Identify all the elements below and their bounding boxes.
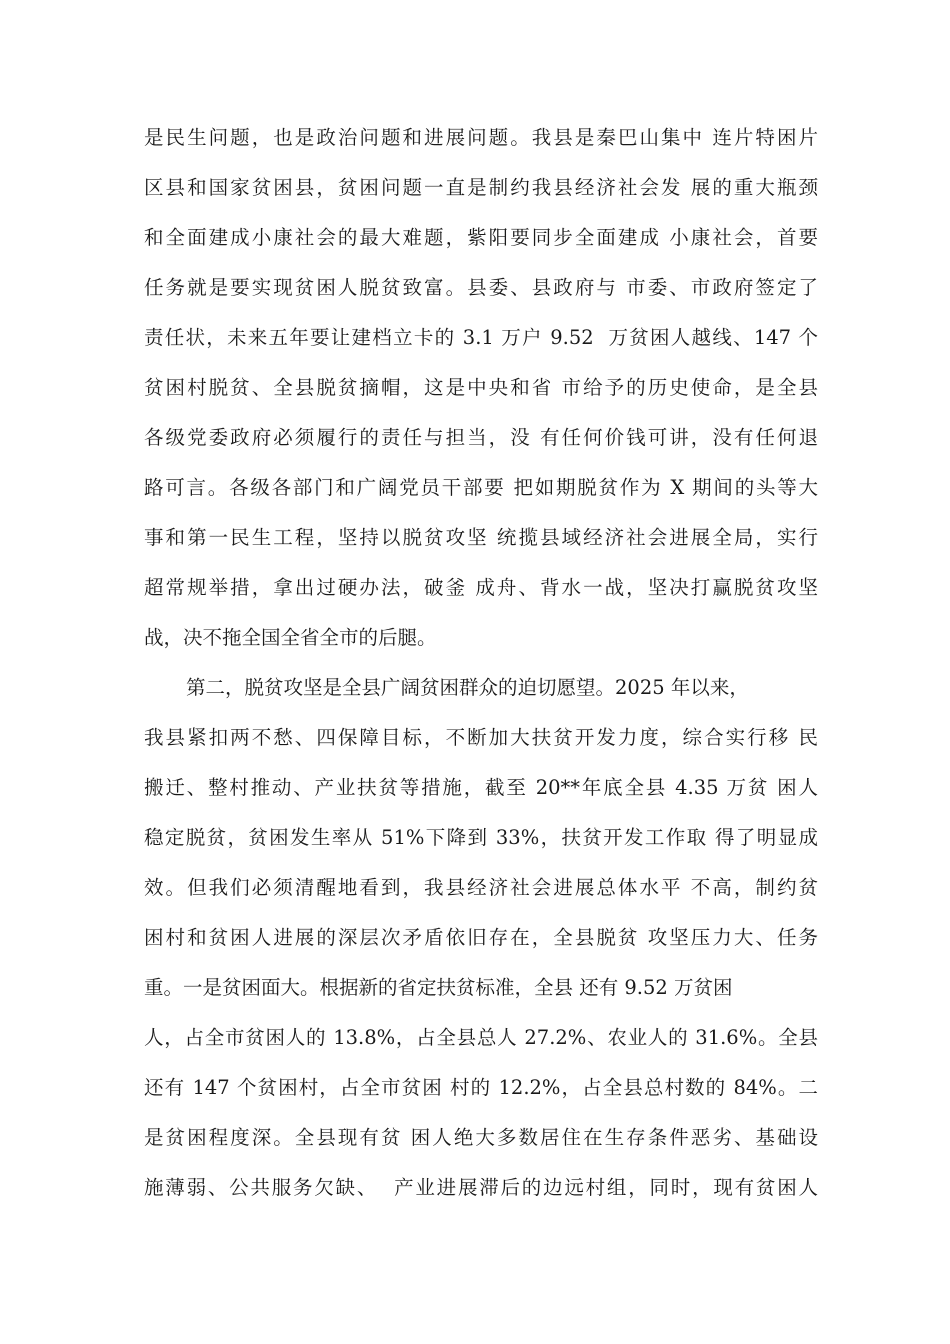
text-line: 人，占全市贫困人的 13.8%，占全县总人 27.2%、农业人的 31.6%。全县 bbox=[144, 1026, 818, 1049]
text-line: 我县紧扣两不愁、四保障目标，不断加大扶贫开发力度，综合实行移 民 bbox=[144, 726, 818, 749]
text-line: 第二，脱贫攻坚是全县广阔贫困群众的迫切愿望。2025 年以来， bbox=[186, 676, 749, 699]
text-line: 各级党委政府必须履行的责任与担当，没 有任何价钱可讲，没有任何退 bbox=[144, 426, 818, 449]
text-line: 还有 147 个贫困村，占全市贫困 村的 12.2%，占全县总村数的 84%。二 bbox=[144, 1076, 818, 1099]
text-line: 是贫困程度深。全县现有贫 困人绝大多数居住在生存条件恶劣、基础设 bbox=[144, 1126, 818, 1149]
text-line: 困村和贫困人进展的深层次矛盾依旧存在，全县脱贫 攻坚压力大、任务 bbox=[144, 926, 818, 949]
text-line: 区县和国家贫困县，贫困问题一直是制约我县经济社会发 展的重大瓶颈 bbox=[144, 176, 818, 199]
document-body bbox=[0, 113, 950, 1213]
text-line: 路可言。各级各部门和广阔党员干部要 把如期脱贫作为 X 期间的头等大 bbox=[144, 476, 818, 499]
text-line: 贫困村脱贫、全县脱贫摘帽，这是中央和省 市给予的历史使命，是全县 bbox=[144, 376, 818, 399]
text-line: 和全面建成小康社会的最大难题，紫阳要同步全面建成 小康社会，首要 bbox=[144, 226, 818, 249]
text-line: 事和第一民生工程，坚持以脱贫攻坚 统揽县域经济社会进展全局，实行 bbox=[144, 526, 818, 549]
text-line: 是民生问题，也是政治问题和进展问题。我县是秦巴山集中 连片特困片 bbox=[144, 126, 818, 149]
text-line: 超常规举措，拿出过硬办法，破釜 成舟、背水一战，坚决打赢脱贫攻坚 bbox=[144, 576, 818, 599]
text-line: 战，决不拖全国全省全市的后腿。 bbox=[144, 626, 437, 649]
text-line: 重。一是贫困面大。根据新的省定扶贫标准，全县 还有 9.52 万贫困 bbox=[144, 976, 733, 999]
text-line: 责任状，未来五年要让建档立卡的 3.1 万户 9.52 万贫困人越线、147 个 bbox=[144, 326, 818, 349]
text-line: 稳定脱贫，贫困发生率从 51%下降到 33%，扶贫开发工作取 得了明显成 bbox=[144, 826, 818, 849]
text-line: 施薄弱、公共服务欠缺、 产业进展滞后的边远村组，同时，现有贫困人 bbox=[144, 1176, 818, 1199]
text-line: 搬迁、整村推动、产业扶贫等措施，截至 20**年底全县 4.35 万贫 困人 bbox=[144, 776, 818, 799]
text-line: 效。但我们必须清醒地看到，我县经济社会进展总体水平 不高，制约贫 bbox=[144, 876, 818, 899]
text-line: 任务就是要实现贫困人脱贫致富。县委、县政府与 市委、市政府签定了 bbox=[144, 276, 818, 299]
